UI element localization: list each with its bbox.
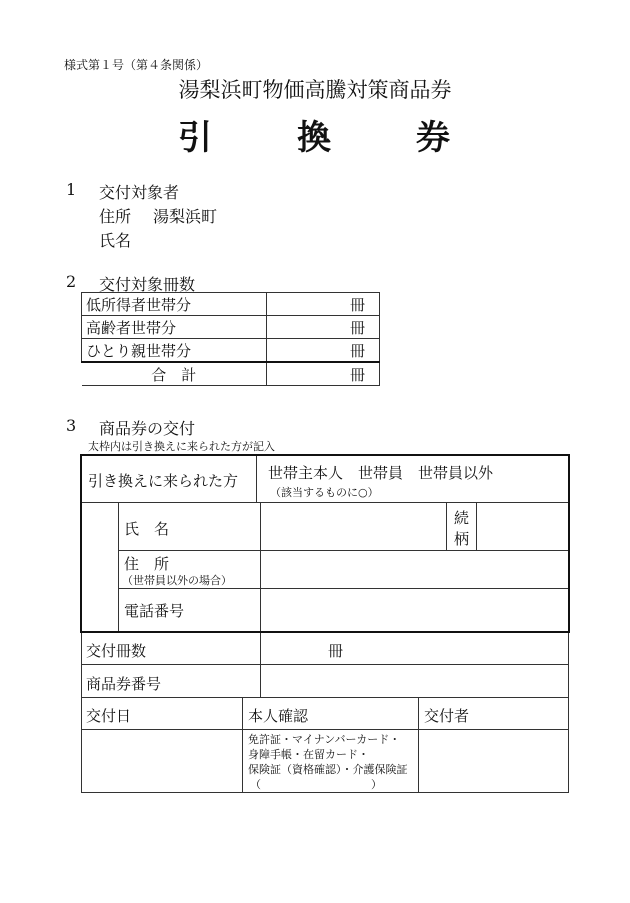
id-options-line-2: 身障手帳・在留カード・ bbox=[248, 748, 369, 761]
section1-heading: 交付対象者 bbox=[99, 183, 180, 202]
allocation-unit: 冊 bbox=[267, 362, 380, 386]
section3-note: 太枠内は引き換えに来られた方が記入 bbox=[88, 440, 275, 453]
id-options-line-1: 免許証・マイナンバーカード・ bbox=[248, 733, 401, 746]
divider bbox=[568, 633, 569, 793]
section3-heading: 商品券の交付 bbox=[99, 419, 196, 438]
divider bbox=[418, 697, 419, 792]
divider bbox=[118, 502, 119, 632]
issue-date-label: 交付日 bbox=[86, 707, 132, 725]
table-row bbox=[82, 362, 380, 386]
visitor-label: 引き換えに来られた方 bbox=[88, 472, 239, 490]
count-label: 交付冊数 bbox=[86, 642, 147, 660]
allocation-unit: 冊 bbox=[267, 316, 380, 339]
document-subtitle: 湯梨浜町物価高騰対策商品券 bbox=[178, 78, 452, 102]
divider bbox=[118, 588, 569, 589]
name-label: 氏 名 bbox=[124, 520, 170, 538]
issuer-label: 交付者 bbox=[424, 707, 470, 725]
allocation-total-label: 合 計 bbox=[82, 362, 267, 386]
divider bbox=[260, 633, 261, 697]
divider bbox=[476, 502, 477, 550]
address-label: 住 所 bbox=[124, 555, 170, 573]
count-unit: 冊 bbox=[328, 642, 344, 660]
voucher-number-label: 商品券番号 bbox=[86, 675, 162, 693]
allocation-unit: 冊 bbox=[267, 339, 380, 363]
phone-label: 電話番号 bbox=[124, 602, 185, 620]
section1-address-value: 湯梨浜町 bbox=[153, 207, 218, 226]
title-char-3: 券 bbox=[416, 118, 450, 158]
title-char-2: 換 bbox=[297, 118, 331, 158]
divider bbox=[81, 697, 569, 698]
id-options-line-3: 保険証（資格確認）・介護保険証 bbox=[248, 763, 408, 776]
form-number: 様式第１号（第４条関係） bbox=[64, 58, 209, 72]
section1-address-label: 住所 bbox=[99, 207, 132, 226]
visitor-options: 世帯主本人 世帯員 世帯員以外 bbox=[268, 464, 494, 482]
allocation-label: 高齢者世帯分 bbox=[82, 316, 267, 339]
section2-number: 2 bbox=[66, 272, 77, 291]
table-row bbox=[82, 316, 380, 339]
section1-number: 1 bbox=[66, 180, 77, 199]
allocation-unit: 冊 bbox=[267, 293, 380, 316]
divider bbox=[256, 454, 257, 502]
id-options-line-4: （ ） bbox=[250, 778, 382, 791]
title-char-1: 引 bbox=[178, 118, 212, 158]
allocation-table bbox=[81, 292, 380, 386]
allocation-label: ひとり親世帯分 bbox=[82, 339, 267, 363]
visitor-hint: （該当するものに○） bbox=[270, 486, 379, 499]
divider bbox=[118, 550, 569, 551]
divider bbox=[81, 502, 569, 503]
divider bbox=[242, 697, 243, 792]
address-hint: （世帯員以外の場合） bbox=[122, 574, 232, 587]
divider bbox=[446, 502, 447, 550]
relation-label-2: 柄 bbox=[454, 530, 470, 548]
divider bbox=[260, 502, 261, 632]
divider bbox=[81, 792, 569, 793]
section2-heading: 交付対象冊数 bbox=[99, 275, 196, 294]
divider bbox=[81, 664, 569, 665]
divider bbox=[81, 729, 569, 730]
table-row bbox=[82, 293, 380, 316]
allocation-label: 低所得者世帯分 bbox=[82, 293, 267, 316]
identity-check-label: 本人確認 bbox=[248, 707, 309, 725]
table-row bbox=[82, 339, 380, 363]
relation-label-1: 続 bbox=[454, 509, 470, 527]
divider bbox=[81, 633, 82, 793]
section1-name-label: 氏名 bbox=[99, 231, 132, 250]
section3-number: 3 bbox=[66, 416, 77, 435]
